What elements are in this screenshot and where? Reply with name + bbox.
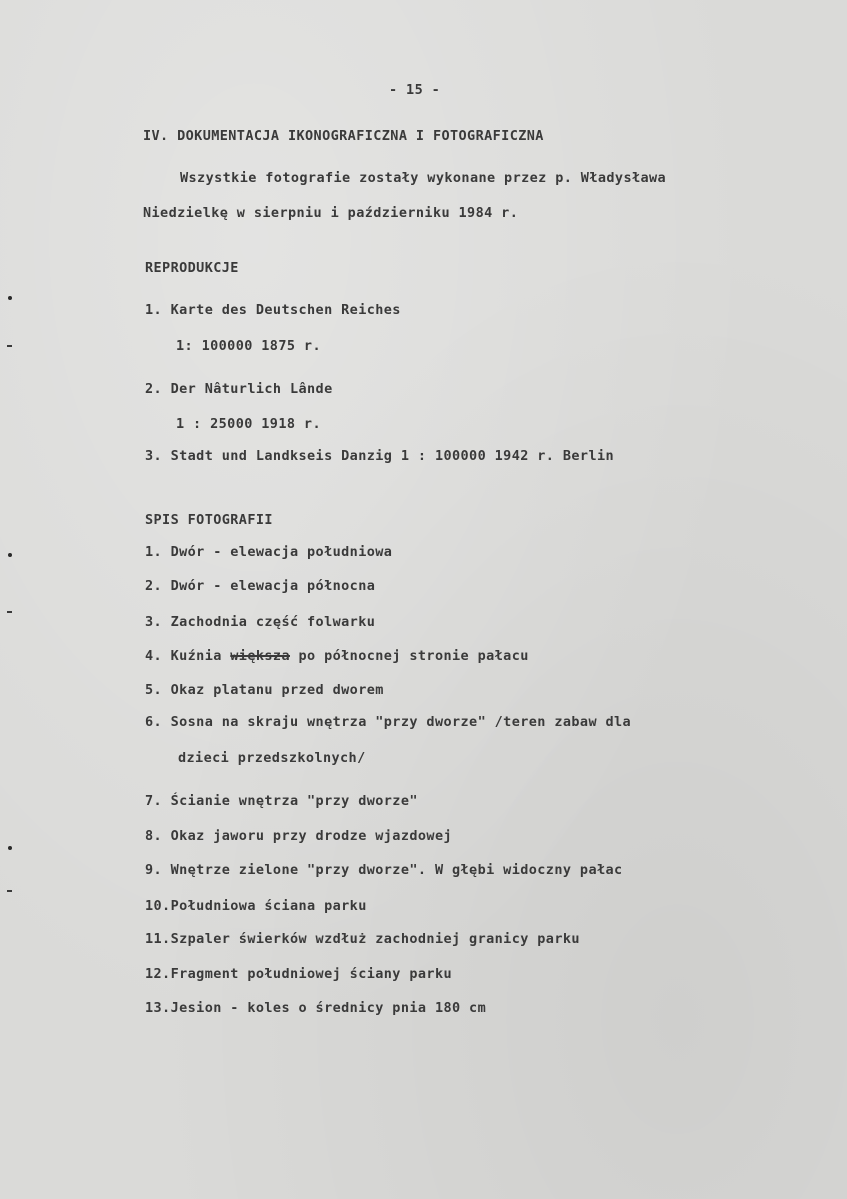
photo-item-4 <box>145 650 529 664</box>
photo-item-8: 8. Okaz jaworu przy drodze wjazdowej <box>145 828 452 844</box>
photo-item-11: 11.Szpaler świerków wzdłuż zachodniej granicy parku <box>145 931 580 947</box>
reprodukcje-item-2: 2. Der Nâturlich Lânde <box>145 381 333 397</box>
photo-item-12: 12.Fragment południowej ściany parku <box>145 966 452 982</box>
photo-item-6-continuation: dzieci przedszkolnych/ <box>178 750 366 766</box>
photo-item-13: 13.Jesion - koles o średnicy pnia 180 cm <box>145 1000 487 1016</box>
photo-item-10: 10.Południowa ściana parku <box>145 898 367 914</box>
reprodukcje-item-1-scale: 1: 100000 1875 r. <box>176 338 321 354</box>
margin-mark <box>7 345 12 347</box>
photo-item-2: 2. Dwór - elewacja północna <box>145 578 376 594</box>
margin-mark <box>8 846 12 850</box>
page-number: - 15 - <box>389 82 441 98</box>
reprodukcje-item-1: 1. Karte des Deutschen Reiches <box>145 302 401 318</box>
photo-item-9: 9. Wnętrze zielone "przy dworze". W głębi widoczny pałac <box>145 862 623 878</box>
photo-item-4-struck-word: większa <box>230 648 290 664</box>
photo-item-1: 1. Dwór - elewacja południowa <box>145 544 393 560</box>
intro-line-2: Niedzielkę w sierpniu i październiku 1984 r. <box>143 205 519 221</box>
photo-item-7: 7. Ścianie wnętrza "przy dworze" <box>145 793 418 809</box>
photo-item-3: 3. Zachodnia część folwarku <box>145 614 376 630</box>
photo-item-4-suffix: po północnej stronie pałacu <box>289 648 529 664</box>
photo-item-6: 6. Sosna na skraju wnętrza "przy dworze" /teren zabaw dla <box>145 714 632 730</box>
intro-line-1: Wszystkie fotografie zostały wykonane przez p. Władysława <box>180 170 667 186</box>
margin-mark <box>8 296 12 300</box>
section-heading: IV. DOKUMENTACJA IKONOGRAFICZNA I FOTOGRAFICZNA <box>143 128 544 144</box>
margin-mark <box>7 890 12 892</box>
reprodukcje-item-2-scale: 1 : 25000 1918 r. <box>176 416 321 432</box>
photo-item-4-prefix: 4. Kuźnia <box>145 648 231 664</box>
spis-title: SPIS FOTOGRAFII <box>145 512 273 528</box>
reprodukcje-title: REPRODUKCJE <box>145 260 239 276</box>
reprodukcje-item-3: 3. Stadt und Landkseis Danzig 1 : 100000 1942 r. Berlin <box>145 448 615 464</box>
margin-mark <box>8 553 12 557</box>
margin-mark <box>7 611 12 613</box>
photo-item-5: 5. Okaz platanu przed dworem <box>145 682 384 698</box>
